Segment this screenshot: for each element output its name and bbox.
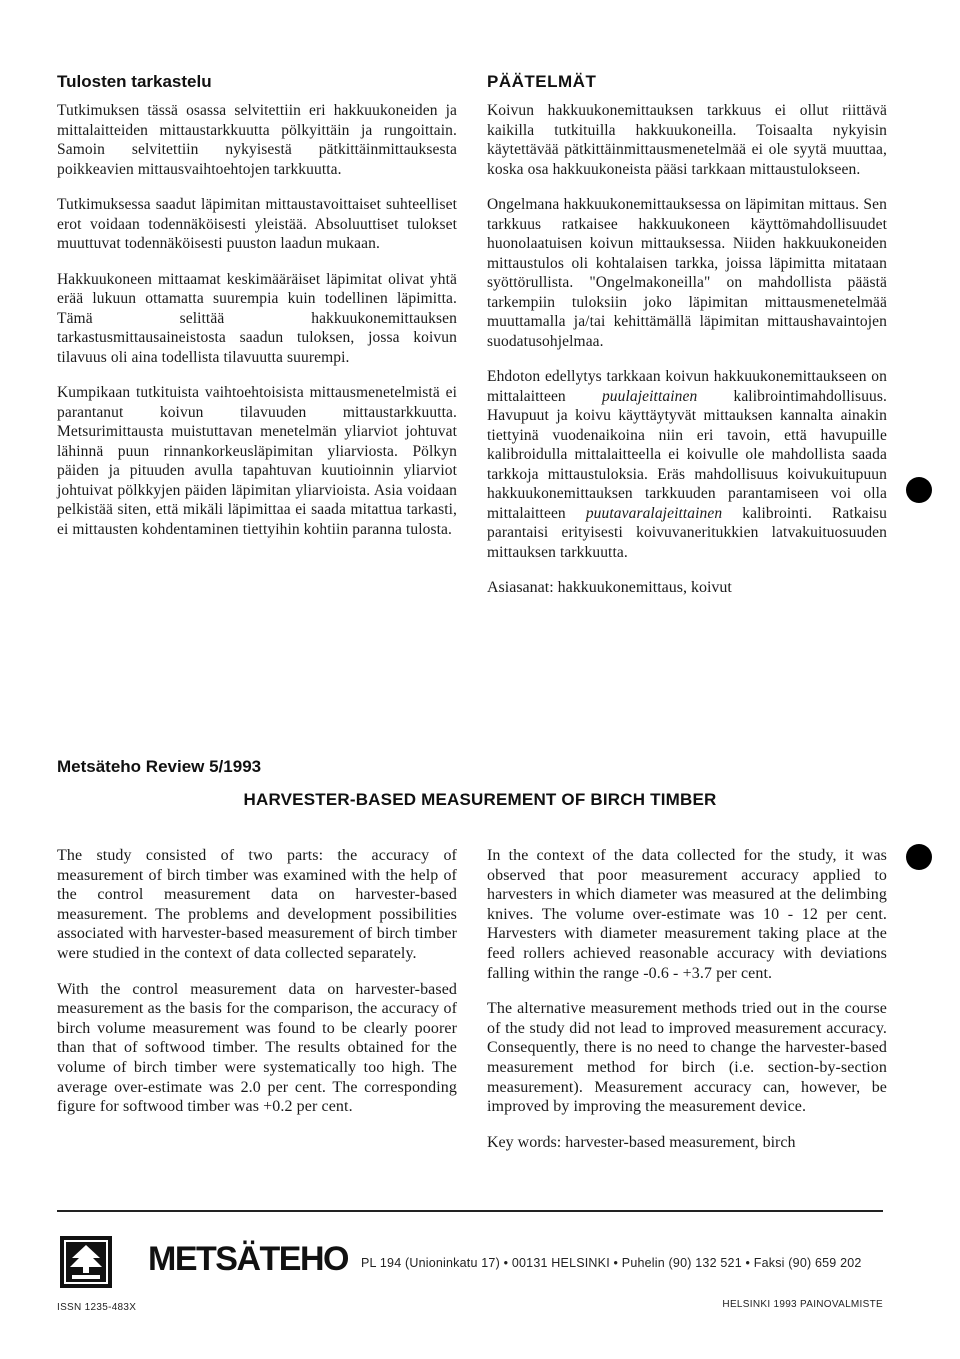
finnish-right-paragraph-3 (487, 367, 887, 562)
english-left-column (57, 846, 457, 1133)
finnish-right-paragraph-2: Ongelmana hakkuukonemittauksessa on läpimitan mittaus. Sen tarkkuus ratkaisee hakkuukoneen käyttömahdollisuudet huonolaatuisen koivun mittauksessa. Niiden hakkuukoneiden mittaustulos oli kohtalaisen tarkka, joissa läpimitta mitataan syöttörullista. "Ongelmakoneilla" on mahdollista päästä tarkempiin tuloksiin joko läpimitan mittausmenetelmää muuttamalla ja/tai kehittämällä läpimitan mittaushavaintojen suodatusohjelmaa. (487, 196, 887, 350)
wordmark-text: METSÄTEHO (148, 1240, 348, 1278)
review-label: Metsäteho Review 5/1993 (57, 757, 262, 776)
metsateho-tree-logo-icon (60, 1236, 112, 1288)
paragraph-3-italic-a: puulajeittainen (601, 387, 698, 405)
footer-address: PL 194 (Unioninkatu 17) • 00131 HELSINKI • Puhelin (90) 132 521 • Faksi (90) 659 202 (361, 1256, 862, 1270)
english-keywords: Key words: harvester-based measurement, birch (487, 1133, 796, 1151)
english-title: HARVESTER-BASED MEASUREMENT OF BIRCH TIMBER (243, 790, 717, 809)
metsateho-wordmark (148, 1240, 348, 1279)
finnish-left-paragraph-1: Tutkimuksen tässä osassa selvitettiin eri hakkuukoneiden ja mittalaitteiden mittaustarkkuutta pölkyittäin ja rungoittain. Samoin selvitettiin nykyisestä pätkittäinmittauksesta poikkeavien mittausvaihtoehtojen tarkkuutta. (57, 102, 457, 178)
finnish-keywords: Asiasanat: hakkuukonemittaus, koivut (487, 579, 732, 596)
paragraph-3-text-b: kalibrointimahdollisuus. Havupuut ja koivu käyttäytyvät mittauksen kannalta ainakin tiettyinä vuodenaikoina niin eri tavoin, että havupuille kalibroidulla mittalaitteella ei koivulle ole mahdollista saada tarkkoja mittaustuloksia. Eräs mahdollisuus koivukuitupuun hakkuukonemittauksen tarkkuuden parantamiseen voi olla mittalaitteen (487, 387, 888, 522)
issn-number: ISSN 1235-483X (57, 1302, 137, 1313)
finnish-right-heading: PÄÄTELMÄT (487, 72, 597, 91)
finnish-left-heading: Tulosten tarkastelu (57, 72, 212, 91)
english-right-column (487, 846, 887, 1153)
english-left-paragraph-2: With the control measurement data on harvester-based measurement as the basis for the comparison, the accuracy of birch volume measurement was found to be clearly poorer than that of softwood timber. The results obtained for the volume of birch timber were systematically too high. The average over-estimate was 2.0 per cent. The corresponding figure for softwood timber was +0.2 per cent. (57, 980, 457, 1116)
paragraph-3-text-c: kalibrointi. Ratkaisu parantaisi erityisesti koivuvaneritukkien latvakuituosuuden mittauksen tarkkuutta. (487, 504, 887, 561)
paragraph-3-italic-b: puutavaralajeittainen (585, 504, 723, 522)
paragraph-3-text-a: Ehdoton edellytys tarkkaan koivun hakkuukonemittaukseen on mittalaitteen (487, 368, 887, 405)
english-right-paragraph-2: The alternative measurement methods tried out in the course of the study did not lead to improved measurement accuracy. Consequently, there is no need to change the harvester-based measurement method for birch (i.e. section-by-section measurement). Measurement accuracy can, however, be improved by improving the measurement device. (487, 1000, 887, 1116)
finnish-right-column (487, 101, 887, 598)
tree-logo-icon (60, 1236, 112, 1288)
finnish-left-paragraph-3: Hakkuukoneen mittaamat keskimääräiset läpimitat olivat yhtä erää lukuun ottamatta suurempia kuin todellinen läpimitta. Tämä selittää hakkuukonemittauksen tarkastusmittausaineistosta saadun tuloksen, jossa koivun tilavuus oli aina todellista tilavuutta suurempi. (57, 270, 457, 366)
footer-rule (57, 1210, 883, 1212)
punch-hole-icon (906, 844, 932, 870)
finnish-left-paragraph-2: Tutkimuksessa saadut läpimitan mittaustavoittaiset suhteelliset erot voidaan todennäköisesti yleistää. Absoluuttiset tulokset muuttuvat todennäköisesti puuston laadun mukaan. (57, 196, 457, 252)
finnish-right-paragraph-1: Koivun hakkuukonemittauksen tarkkuus ei ollut riittävä kaikilla tutkituilla hakkuukoneilla. Toisaalta nykyisin käytettävää pätkittäinmittausmenetelmää ei ole syytä muuttaa, koska osa hakkuukoneista pääsi tarkkaan mittaustulokseen. (487, 102, 887, 178)
punch-hole-icon (906, 477, 932, 503)
english-right-paragraph-1: In the context of the data collected for the study, it was observed that poor measurement accuracy applied to harvesters in which diameter was measured at the delimbing knives. The volume over-estimate was 10 - 12 per cent. Harvesters with diameter measurement taking place at the feed rollers achieved reasonable accuracy with deviations falling within the range -0.6 - +3.7 per cent. (487, 847, 887, 982)
finnish-left-column (57, 101, 457, 555)
english-left-paragraph-1: The study consisted of two parts: the accuracy of measurement of birch timber was examined with the help of the control measurement data on harvester-based measurement. The problems and development possibilities associated with harvester-based measurement of birch timber were studied in the context of data collected separately. (57, 847, 457, 962)
printer-imprint: HELSINKI 1993 PAINOVALMISTE (722, 1299, 883, 1310)
finnish-left-paragraph-4: Kumpikaan tutkituista vaihtoehtoisista mittausmenetelmistä ei parantanut koivun tilavuuden mittaustarkkuutta. Metsurimittausta muistuttavan menetelmän yliarviot johtuvat lähinnä puun rinnankorkeusläpimitan yliarviosta. Pölkyn päiden ja pituuden avulla tapahtuvan kuutioinnin yliarviot johtuivat pölkkyjen päiden läpimitan yliarvioista. Asia voidaan pelkistää siten, että mikäli läpimittaa ei saada mitattua tarkasti, ei mittausten kohdentaminen tiettyihin kohtiin paranna tulosta. (57, 384, 457, 538)
